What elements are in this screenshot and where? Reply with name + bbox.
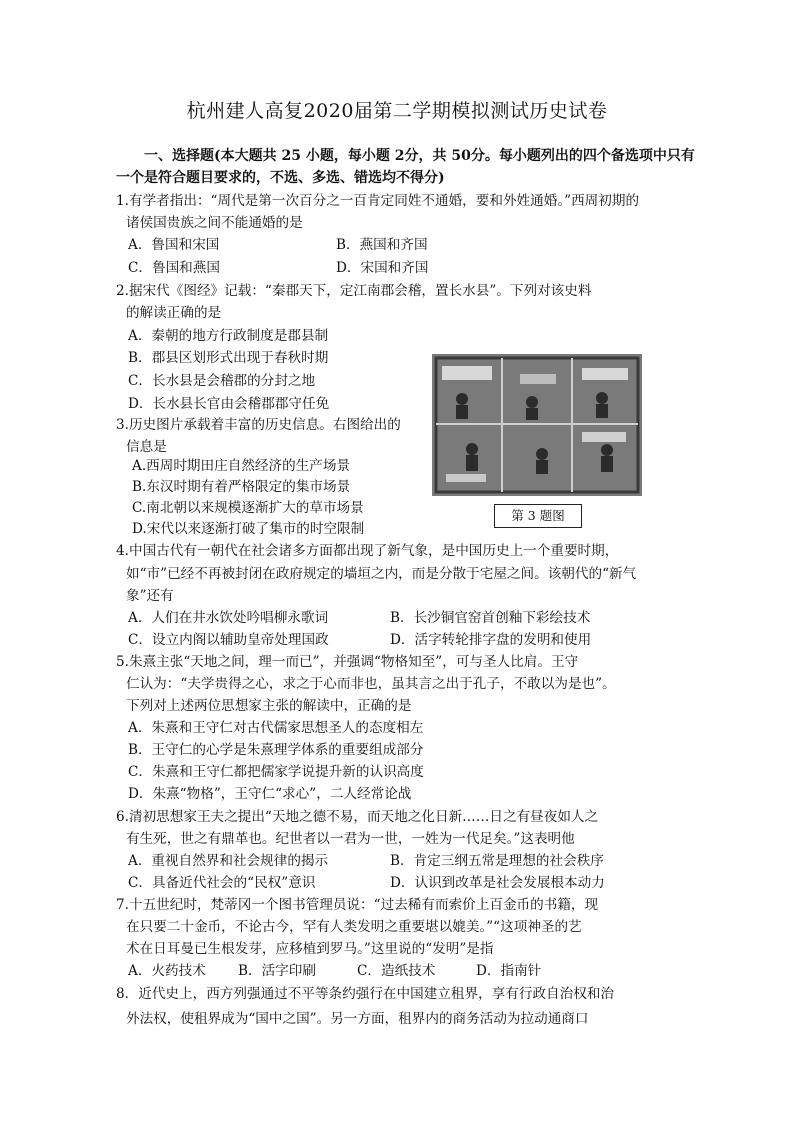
q7-stem-cont2: 术在日耳曼已生根发芽，应移植到罗马。”这里说的“发明”是指 <box>126 941 494 957</box>
q7-stem: 7.十五世纪时，梵蒂冈一个图书管理员说：“过去稀有而索价上百金币的书籍，现 <box>116 897 599 913</box>
q1-option-b: B．燕国和齐国 <box>336 237 428 253</box>
q7-option-d: D．指南针 <box>476 963 542 979</box>
q5-stem: 5.朱熹主张“天地之间，理一而已”，并强调“物格知至”，可与圣人比肩。王守 <box>116 654 579 670</box>
q1-option-a: A．鲁国和宋国 <box>128 237 220 253</box>
q4-stem-cont: 如“市”已经不再被封闭在政府规定的墙垣之内，而是分散于宅屋之间。该朝代的“新气 <box>126 566 637 582</box>
q2-option-d: D．长水县长官由会稽郡郡守任免 <box>128 396 330 412</box>
q6-option-b: B．肯定三纲五常是理想的社会秩序 <box>390 853 604 869</box>
q3-option-a: A.西周时期田庄自然经济的生产场景 <box>132 458 351 474</box>
q7-option-c: C．造纸技术 <box>357 963 436 979</box>
q5-stem-cont2: 下列对上述两位思想家主张的解读中，正确的是 <box>126 698 412 714</box>
q2-option-a: A．秦朝的地方行政制度是郡县制 <box>128 328 329 344</box>
q5-option-a: A．朱熹和王守仁对古代儒家思想圣人的态度相左 <box>128 720 424 736</box>
q5-stem-cont: 仁认为：“夫学贵得之心，求之于心而非也，虽其言之出于孔子，不敢以为是也”。 <box>126 676 616 692</box>
q6-option-d: D．认识到改革是社会发展根本动力 <box>390 875 605 891</box>
q5-option-d: D．朱熹“物格”，王守仁“求心”，二人经常论战 <box>128 786 412 802</box>
section-heading: 一、选择题(本大题共 25 小题，每小题 2分，共 50分。每小题列出的四个备选项中只有 <box>144 148 695 164</box>
q1-option-c: C．鲁国和燕国 <box>128 260 220 276</box>
q2-stem: 2.据宋代《图经》记载：“秦郡天下，定江南郡会稽，置长水县”。下列对该史料 <box>116 283 592 299</box>
q2-option-c: C．长水县是会稽郡的分封之地 <box>128 373 316 389</box>
q4-option-a: A．人们在井水饮处吟唱柳永歌词 <box>128 610 329 626</box>
q7-option-a: A．火药技术 <box>128 963 206 979</box>
q3-option-d: D.宋代以来逐渐打破了集市的时空限制 <box>132 521 365 537</box>
q1-stem-cont: 诸侯国贵族之间不能通婚的是 <box>126 215 303 231</box>
q7-stem-cont: 在只要二十金币，不论古今，罕有人类发明之重要堪以媲美。”“这项神圣的艺 <box>126 919 582 935</box>
q2-option-b: B．郡县区划形式出现于春秋时期 <box>128 350 329 366</box>
q1-option-d: D．宋国和齐国 <box>336 260 429 276</box>
q6-option-c: C．具备近代社会的“民权”意识 <box>128 875 316 891</box>
page-title: 杭州建人高复2020届第二学期模拟测试历史试卷 <box>186 100 608 122</box>
q8-stem: 8．近代史上，西方列强通过不平等条约强行在中国建立租界，享有行政自治权和治 <box>116 986 615 1002</box>
brick-relief-illustration <box>432 354 642 496</box>
q6-stem: 6.清初思想家王夫之提出“天地之德不易，而天地之化日新……日之有昼夜如人之 <box>116 809 599 825</box>
q4-stem: 4.中国古代有一朝代在社会诸多方面都出现了新气象，是中国历史上一个重要时期， <box>116 543 619 559</box>
q4-option-c: C．设立内阁以辅助皇帝处理国政 <box>128 632 329 648</box>
q3-market-scene-image <box>432 354 642 496</box>
q2-stem-cont: 的解读正确的是 <box>126 305 222 321</box>
q4-option-d: D．活字转轮排字盘的发明和使用 <box>390 632 592 648</box>
q1-stem: 1.有学者指出：“周代是第一次百分之一百肯定同姓不通婚，要和外姓通婚。”西周初期的 <box>116 193 640 209</box>
q5-option-c: C．朱熹和王守仁都把儒家学说提升新的认识高度 <box>128 764 424 780</box>
q3-option-b: B.东汉时期有着严格限定的集市场景 <box>132 479 351 495</box>
section-heading-cont: 一个是符合题目要求的，不选、多选、错选均不得分) <box>116 170 445 186</box>
q3-option-c: C.南北朝以来规模逐渐扩大的草市场景 <box>132 500 364 516</box>
q6-stem-cont: 有生死，世之有鼎革也。纪世者以一君为一世，一姓为一代足矣。”这表明他 <box>126 831 575 847</box>
q5-option-b: B．王守仁的心学是朱熹理学体系的重要组成部分 <box>128 742 424 758</box>
q3-figure-caption: 第 3 题图 <box>494 504 582 528</box>
q6-option-a: A．重视自然界和社会规律的揭示 <box>128 853 329 869</box>
q7-option-b: B．活字印刷 <box>238 963 316 979</box>
q3-stem: 3.历史图片承载着丰富的历史信息。右图给出的 <box>116 417 401 433</box>
q4-option-b: B．长沙铜官窑首创釉下彩绘技术 <box>390 610 591 626</box>
q8-stem-cont: 外法权，使租界成为“国中之国”。另一方面，租界内的商务活动为拉动通商口 <box>126 1011 589 1027</box>
q3-stem-cont: 信息是 <box>126 439 167 455</box>
q4-stem-cont2: 象”还有 <box>126 588 174 604</box>
